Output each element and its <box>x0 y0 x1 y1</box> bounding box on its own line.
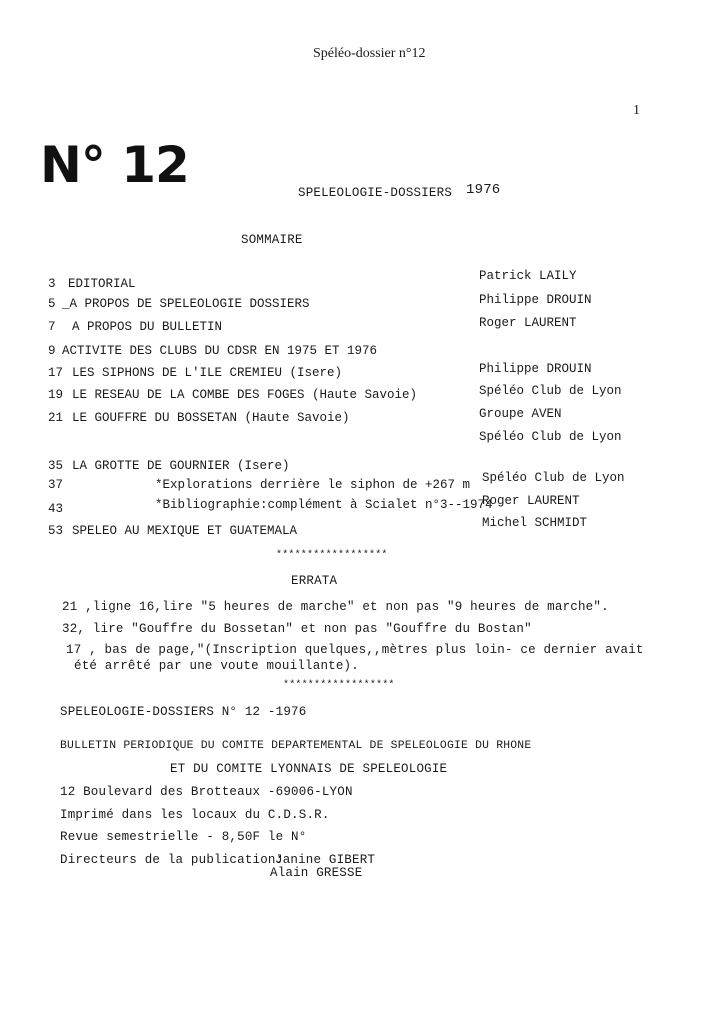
toc-page: 53 <box>48 524 64 538</box>
toc-page: 35 <box>48 459 64 473</box>
toc-title: LES SIPHONS DE L'ILE CREMIEU (Isere) <box>72 366 343 380</box>
colophon-title: SPELEOLOGIE-DOSSIERS N° 12 -1976 <box>60 705 307 719</box>
colophon-line: ET DU COMITE LYONNAIS DE SPELEOLOGIE <box>170 762 448 776</box>
toc-author: Roger LAURENT <box>479 316 577 330</box>
toc-author: Spéléo Club de Lyon <box>482 471 625 485</box>
toc-title: LE RESEAU DE LA COMBE DES FOGES (Haute Savoie) <box>72 388 418 402</box>
separator-stars: ****************** <box>283 680 395 691</box>
toc-author: Roger LAURENT <box>482 494 580 508</box>
toc-title: A PROPOS DU BULLETIN <box>72 320 223 334</box>
toc-title: *Bibliographie:complément à Scialet n°3--1974 <box>155 498 493 512</box>
errata-line: 21 ,ligne 16,lire "5 heures de marche" et non pas "9 heures de marche". <box>62 600 609 614</box>
toc-page: 3 <box>48 277 56 291</box>
toc-author: Groupe AVEN <box>479 407 562 421</box>
toc-page: 21 <box>48 411 64 425</box>
issue-number-heading: N° 12 <box>40 136 189 194</box>
colophon-director: Alain GRESSE <box>270 866 363 880</box>
errata-line: 32, lire "Gouffre du Bossetan" et non pas "Gouffre du Bostan" <box>62 622 532 636</box>
document-title: Spéléo-dossier n°12 <box>313 46 426 61</box>
toc-author: Philippe DROUIN <box>479 293 592 307</box>
colophon-line: BULLETIN PERIODIQUE DU COMITE DEPARTEMENTAL DE SPELEOLOGIE DU RHONE <box>60 740 532 752</box>
errata-line: 17 , bas de page,"(Inscription quelques,,mètres plus loin- ce dernier avait <box>66 643 644 657</box>
toc-title: _A PROPOS DE SPELEOLOGIE DOSSIERS <box>62 297 310 311</box>
separator-stars: ****************** <box>276 550 388 561</box>
toc-page: 19 <box>48 388 64 402</box>
toc-page: 37 <box>48 478 64 492</box>
toc-title: LE GOUFFRE DU BOSSETAN (Haute Savoie) <box>72 411 350 425</box>
toc-title: SPELEO AU MEXIQUE ET GUATEMALA <box>72 524 298 538</box>
toc-page: 43 <box>48 502 64 516</box>
toc-author: Spéléo Club de Lyon <box>479 384 622 398</box>
colophon-printed: Imprimé dans les locaux du C.D.S.R. <box>60 808 330 822</box>
publication-year: 1976 <box>466 182 501 198</box>
sommaire-title: SOMMAIRE <box>241 233 303 247</box>
toc-page: 5 <box>48 297 56 311</box>
toc-title: EDITORIAL <box>68 277 136 291</box>
colophon-address: 12 Boulevard des Brotteaux -69006-LYON <box>60 785 353 799</box>
toc-author: Michel SCHMIDT <box>482 516 588 530</box>
toc-page: 17 <box>48 366 64 380</box>
toc-title: LA GROTTE DE GOURNIER (Isere) <box>72 459 290 473</box>
toc-page: 9 <box>48 344 56 358</box>
toc-author: Philippe DROUIN <box>479 362 592 376</box>
toc-author: Spéléo Club de Lyon <box>479 430 622 444</box>
colophon-price: Revue semestrielle - 8,50F le N° <box>60 830 307 844</box>
errata-line: été arrêté par une voute mouillante). <box>74 659 359 673</box>
toc-title: *Explorations derrière le siphon de +267 m <box>155 478 471 492</box>
errata-title: ERRATA <box>291 574 338 588</box>
page-number: 1 <box>633 103 640 118</box>
toc-title: ACTIVITE DES CLUBS DU CDSR EN 1975 ET 1976 <box>62 344 378 358</box>
colophon-director: Janine GIBERT <box>275 853 376 867</box>
publication-name: SPELEOLOGIE-DOSSIERS <box>298 186 453 200</box>
colophon-directors-label: Directeurs de la publication: <box>60 853 284 867</box>
toc-author: Patrick LAILY <box>479 269 577 283</box>
toc-page: 7 <box>48 320 56 334</box>
